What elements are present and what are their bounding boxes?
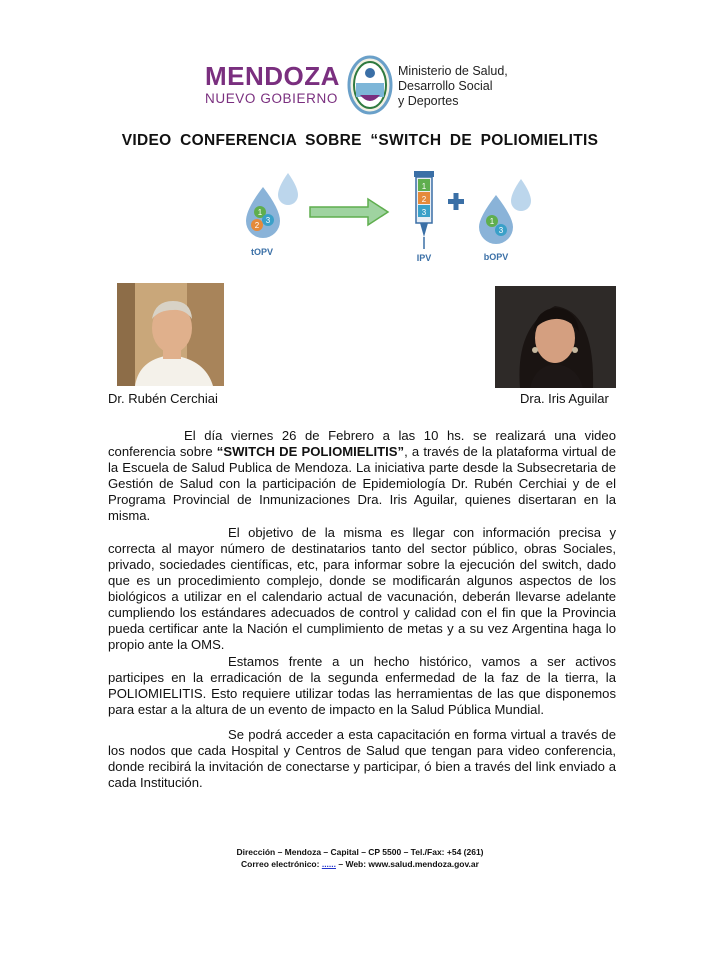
topv-number-2: 2 (254, 221, 260, 230)
footer (0, 846, 720, 870)
photo-iris-aguilar (495, 286, 616, 388)
ministry-line: Desarrollo Social (398, 79, 493, 93)
letterhead (205, 55, 525, 115)
ipv-syringe-icon (414, 171, 434, 249)
topv-drop-icon (246, 173, 298, 238)
footer-address: Dirección – Mendoza – Capital – CP 5500 – Tel./Fax: +54 (261) (236, 847, 484, 857)
paragraph (108, 428, 616, 524)
logo-title: MENDOZA (205, 61, 340, 91)
paragraph-text: , a través de la plataforma virtual de la Escuela de Salud Publica de Mendoza. La iniciativa parte desde la Subsecretaria de Gestión de Salud con la participación de Epidemiología Dr. Rubén Cerchiai y de el Programa Provincial de Inmunizaciones Dra. Iris Aguilar, quienes disertaran en la misma. (108, 444, 616, 523)
paragraph: Estamos frente a un hecho histórico, vamos a ser activos participes en la erradicación de la segunda enfermedad de la faz de la tierra, la POLIOMIELITIS. Esto requiere utilizar todas las herramientas de las que disponemos para estar a la altura de un evento de impacto en la Salud Pública Mundial. (108, 654, 616, 717)
ipv-label: IPV (416, 253, 432, 263)
ministry-name (398, 64, 538, 109)
highlight-text: “SWITCH DE POLIOMIELITIS” (216, 444, 405, 459)
arrow-right-icon (310, 199, 388, 225)
bopv-number-3: 3 (498, 226, 504, 235)
switch-diagram (238, 165, 558, 265)
photo-ruben-cerchiai (117, 283, 224, 386)
footer-contact (0, 858, 720, 870)
plus-icon (448, 193, 464, 210)
bopv-drop-icon (479, 179, 531, 244)
provincial-seal-icon (347, 55, 393, 115)
footer-email-label: Correo electrónico: (241, 859, 322, 869)
ipv-number-2: 2 (421, 195, 427, 204)
email-link[interactable]: ...... (321, 859, 336, 869)
article-body (108, 428, 616, 792)
caption-ruben-cerchiai: Dr. Rubén Cerchiai (108, 391, 218, 406)
ipv-number-1: 1 (421, 182, 427, 191)
topv-number-1: 1 (257, 208, 263, 217)
paragraph: Se podrá acceder a esta capacitación en forma virtual a través de los nodos que cada Hospital y Centros de Salud que tengan para video conferencia, donde recibirá la invitación de conectarse y participar, ó bien a través del link enviado a cada Institución. (108, 727, 616, 790)
bopv-label: bOPV (483, 252, 509, 262)
footer-web: – Web: www.salud.mendoza.gov.ar (336, 859, 479, 869)
bopv-number-1: 1 (489, 217, 495, 226)
topv-number-3: 3 (265, 216, 271, 225)
caption-iris-aguilar: Dra. Iris Aguilar (520, 391, 609, 406)
ministry-line: y Deportes (398, 94, 459, 108)
mendoza-logo (205, 63, 345, 107)
topv-label: tOPV (250, 247, 274, 257)
ministry-line: Ministerio de Salud, (398, 64, 508, 78)
page-title: VIDEO CONFERENCIA SOBRE “SWITCH DE POLIOMIELITIS (121, 132, 599, 149)
ipv-number-3: 3 (421, 208, 427, 217)
logo-subtitle: NUEVO GOBIERNO (205, 91, 338, 106)
paragraph: El objetivo de la misma es llegar con información precisa y correcta al mayor número de destinatarios tanto del sector público, obras Sociales, privado, sociedades científicas, etc, para informar sobre la ejecución del switch, dado que es un procedimiento complejo, donde se modificarán algunos aspectos de los biológicos a utilizar en el calendario actual de vacunación, deberán llevarse adelante cumpliendo los estándares adecuados de control y calidad con el fin que la Provincia pueda certificar ante la Nación el cumplimiento de metas y a su vez Argentina haga lo propio ante la OMS. (108, 525, 616, 652)
paragraph-text: El día viernes 26 de Febrero a las 10 hs. se realizará una video conferencia sobre (108, 428, 616, 459)
